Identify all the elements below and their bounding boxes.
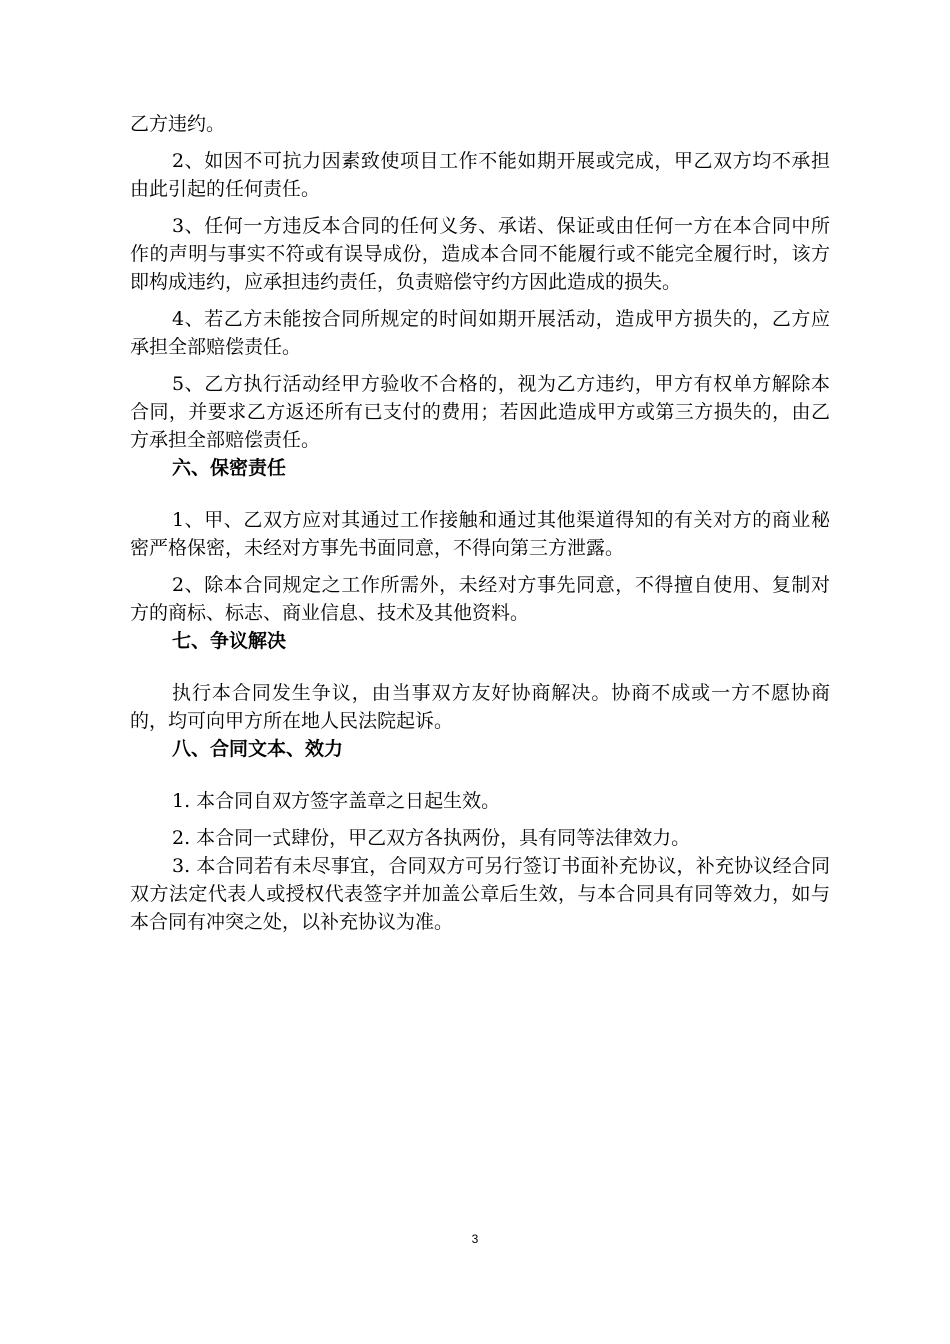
clause-8-3: 3. 本合同若有未尽事宜，合同双方可另行签订书面补充协议，补充协议经合同双方法定代表人或授权代表签字并加盖公章后生效，与本合同具有同等效力，如与本合同有冲突之处，以补充协议为准。 — [130, 855, 830, 933]
clause-5-4: 4、若乙方未能按合同所规定的时间如期开展活动，造成甲方损失的，乙方应承担全部赔偿责任。 — [130, 308, 830, 358]
clause-6-2: 2、除本合同规定之工作所需外，未经对方事先同意，不得擅自使用、复制对方的商标、标志、商业信息、技术及其他资料。 — [130, 574, 830, 624]
clause-7: 执行本合同发生争议，由当事双方友好协商解决。协商不成或一方不愿协商的，均可向甲方所在地人民法院起诉。 — [130, 682, 830, 732]
clause-5-5: 5、乙方执行活动经甲方验收不合格的，视为乙方违约，甲方有权单方解除本合同，并要求乙方返还所有已支付的费用；若因此造成甲方或第三方损失的，由乙方承担全部赔偿责任。 — [130, 373, 830, 451]
section-heading-confidentiality: 六、保密责任 — [172, 457, 287, 479]
clause-8-2: 2. 本合同一式肆份，甲乙双方各执两份，具有同等法律效力。 — [172, 827, 691, 849]
page-number: 3 — [471, 1232, 479, 1246]
paragraph-continuation: 乙方违约。 — [130, 113, 226, 135]
document-body — [130, 110, 830, 936]
clause-5-3: 3、任何一方违反本合同的任何义务、承诺、保证或由任何一方在本合同中所作的声明与事实不符或有误导成份，造成本合同不能履行或不能完全履行时，该方即构成违约，应承担违约责任，负责赔偿守约方因此造成的损失。 — [130, 215, 830, 293]
clause-5-2: 2、如因不可抗力因素致使项目工作不能如期开展或完成，甲乙双方均不承担由此引起的任何责任。 — [130, 150, 830, 200]
section-heading-validity: 八、合同文本、效力 — [172, 738, 344, 760]
clause-6-1: 1、甲、乙双方应对其通过工作接触和通过其他渠道得知的有关对方的商业秘密严格保密，未经对方事先书面同意，不得向第三方泄露。 — [130, 509, 830, 559]
section-heading-dispute: 七、争议解决 — [172, 630, 287, 652]
clause-8-1: 1. 本合同自双方签字盖章之日起生效。 — [172, 790, 501, 812]
